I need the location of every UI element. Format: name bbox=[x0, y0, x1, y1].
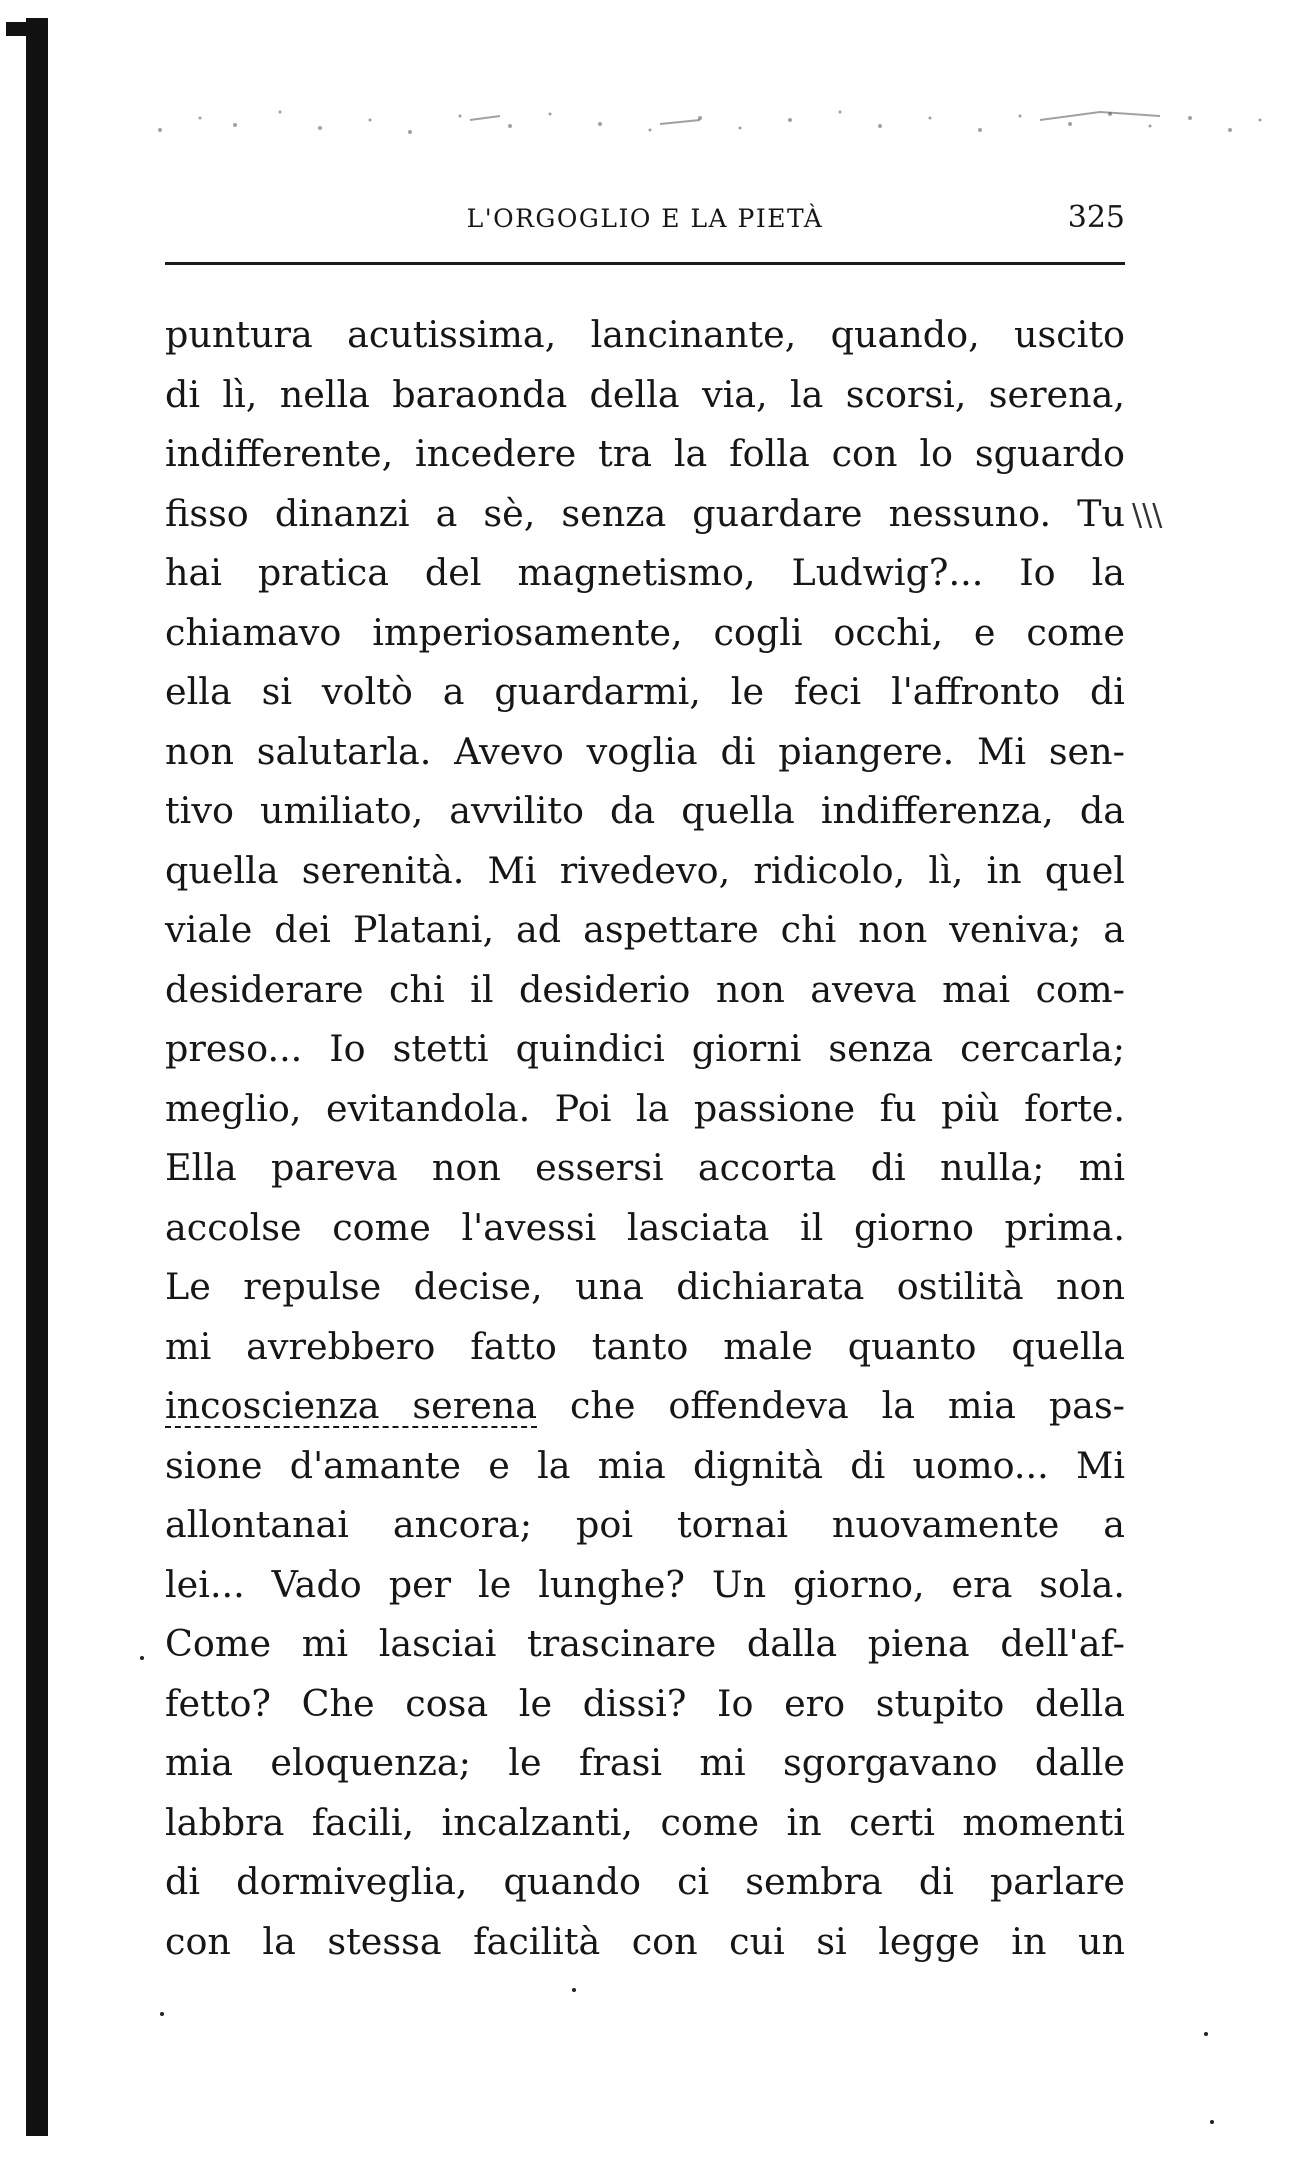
scan-speck bbox=[572, 1988, 576, 1992]
text-line: allontanai ancora; poi tornai nuovamente a bbox=[165, 1503, 1125, 1546]
text-line-underlined bbox=[165, 1376, 1125, 1436]
text-line: di dormiveglia, quando ci sembra di parlare bbox=[165, 1860, 1125, 1903]
scan-speck bbox=[1204, 2032, 1208, 2036]
text-line: Ella pareva non essersi accorta di nulla; mi bbox=[165, 1146, 1125, 1189]
text-line: accolse come l'avessi lasciata il giorno prima. bbox=[165, 1205, 1125, 1249]
page-number: 325 bbox=[1067, 200, 1125, 235]
spine-corner-mark bbox=[6, 22, 32, 36]
text-line: Come mi lasciai trascinare dalla piena dell'af- bbox=[165, 1622, 1125, 1665]
text-line: hai pratica del magnetismo, Ludwig?... Io la bbox=[165, 551, 1125, 594]
scan-speck bbox=[160, 2012, 164, 2016]
text-line: ella si voltò a guardarmi, le feci l'affronto di bbox=[165, 670, 1125, 713]
running-header bbox=[165, 200, 1125, 240]
text-line: quella serenità. Mi rivedevo, ridicolo, lì, in quel bbox=[165, 848, 1125, 892]
text-line: puntura acutissima, lancinante, quando, uscito bbox=[165, 313, 1125, 356]
text-line: viale dei Platani, ad aspettare chi non veniva; a bbox=[165, 908, 1125, 951]
scan-speck bbox=[1210, 2120, 1214, 2124]
text-line: tivo umiliato, avvilito da quella indifferenza, da bbox=[165, 789, 1125, 832]
text-line: indifferente, incedere tra la folla con lo sguardo bbox=[165, 432, 1125, 475]
text-line: con la stessa facilità con cui si legge in un bbox=[165, 1919, 1125, 1963]
text-line-rest: che offendeva la mia pas- bbox=[537, 1384, 1126, 1427]
text-line: meglio, evitandola. Poi la passione fu più forte. bbox=[165, 1086, 1125, 1130]
header-rule bbox=[165, 262, 1125, 265]
underlined-phrase: incoscienza serena bbox=[165, 1384, 538, 1427]
text-line: desiderare chi il desiderio non aveva mai com- bbox=[165, 967, 1125, 1011]
text-line: di lì, nella baraonda della via, la scorsi, serena, bbox=[165, 372, 1125, 416]
text-line: labbra facili, incalzanti, come in certi momenti bbox=[165, 1800, 1125, 1844]
text-line: Le repulse decise, una dichiarata ostilità non bbox=[165, 1265, 1125, 1308]
text-line: non salutarla. Avevo voglia di piangere. Mi sen- bbox=[165, 729, 1125, 773]
text-line: preso... Io stetti quindici giorni senza cercarla; bbox=[165, 1027, 1125, 1070]
scan-noise-strip bbox=[140, 90, 1280, 160]
body-text bbox=[165, 305, 1125, 1971]
text-line: mia eloquenza; le frasi mi sgorgavano dalle bbox=[165, 1741, 1125, 1784]
running-title: L'ORGOGLIO E LA PIETÀ bbox=[466, 204, 824, 233]
margin-annotation: \\\ bbox=[1132, 498, 1163, 533]
text-line: lei... Vado per le lunghe? Un giorno, era sola. bbox=[165, 1562, 1125, 1606]
text-line: sione d'amante e la mia dignità di uomo... Mi bbox=[165, 1443, 1125, 1487]
text-line: fetto? Che cosa le dissi? Io ero stupito della bbox=[165, 1681, 1125, 1725]
page-spine-shadow bbox=[26, 18, 48, 2136]
text-line: fisso dinanzi a sè, senza guardare nessuno. Tu bbox=[165, 491, 1125, 535]
text-line: chiamavo imperiosamente, cogli occhi, e come bbox=[165, 610, 1125, 654]
text-line: mi avrebbero fatto tanto male quanto quella bbox=[165, 1324, 1125, 1368]
scan-speck bbox=[140, 1656, 144, 1660]
